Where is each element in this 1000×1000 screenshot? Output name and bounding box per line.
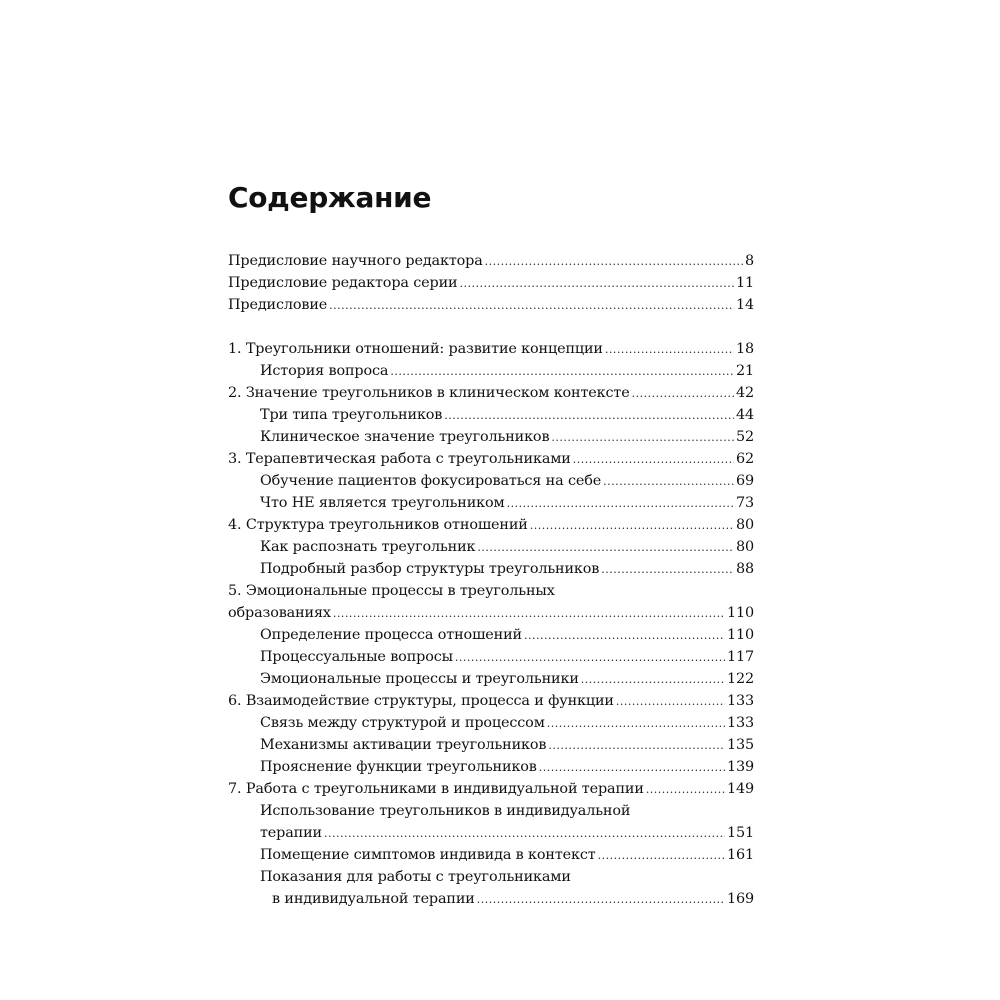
toc-section-entry[interactable] [228, 646, 754, 668]
toc-section-entry[interactable] [228, 866, 754, 910]
toc-page-number: 69 [735, 473, 754, 489]
toc-chapter-entry[interactable] [228, 690, 754, 712]
toc-entry-title: Механизмы активации треугольников [260, 737, 547, 753]
toc-entry-title: Предисловие [228, 297, 328, 313]
dot-leader [329, 295, 734, 317]
toc-chapter-entry[interactable] [228, 338, 754, 360]
toc-entry-title: Три типа треугольников [260, 407, 443, 423]
toc-entry-title: Прояснение функции треугольников [260, 759, 537, 775]
toc-page-number: 11 [735, 275, 754, 291]
toc-entry-title: Что НЕ является треугольником [260, 495, 505, 511]
toc-section-entry[interactable] [228, 492, 754, 514]
toc-entry[interactable] [228, 250, 754, 272]
toc-page-number: 73 [735, 495, 754, 511]
toc-entry-title: Как распознать треугольник [260, 539, 476, 555]
toc-page-number: 110 [726, 605, 754, 621]
toc-section-entry[interactable] [228, 558, 754, 580]
toc-entry-title-line1: Показания для работы с треугольниками [260, 869, 571, 885]
toc-page-number: 139 [726, 759, 754, 775]
toc-entry-title: Клиническое значение треугольников [260, 429, 550, 445]
toc-entry-title: 6. Взаимодействие структуры, процесса и функции [228, 693, 614, 709]
toc-entry-title: Связь между структурой и процессом [260, 715, 545, 731]
toc-section-entry[interactable] [228, 404, 754, 426]
dot-leader [646, 779, 725, 801]
toc-entry-title: Определение процесса отношений [260, 627, 522, 643]
toc-page-number: 117 [726, 649, 754, 665]
dot-leader [507, 493, 734, 515]
toc-chapter-entry[interactable] [228, 448, 754, 470]
dot-leader [333, 603, 725, 625]
toc-page-number: 62 [735, 451, 754, 467]
dot-leader [548, 735, 725, 757]
toc-section-entry[interactable] [228, 624, 754, 646]
toc-chapter-entry[interactable] [228, 580, 754, 624]
dot-leader [573, 449, 734, 471]
dot-leader [539, 757, 725, 779]
toc-section-entry[interactable] [228, 734, 754, 756]
toc-section-entry[interactable] [228, 536, 754, 558]
table-of-contents [228, 250, 754, 910]
toc-page-number: 21 [735, 363, 754, 379]
toc-entry-title: Эмоциональные процессы и треугольники [260, 671, 579, 687]
toc-page-number: 110 [726, 627, 754, 643]
toc-entry-title: Предисловие научного редактора [228, 253, 483, 269]
toc-section-entry[interactable] [228, 470, 754, 492]
toc-section-entry[interactable] [228, 756, 754, 778]
toc-entry-title: 2. Значение треугольников в клиническом контексте [228, 385, 630, 401]
toc-page-number: 169 [726, 891, 754, 907]
toc-entry-title: 1. Треугольники отношений: развитие концепции [228, 341, 603, 357]
toc-section-entry[interactable] [228, 844, 754, 866]
dot-leader [459, 273, 734, 295]
toc-entry-title-line2: образованиях [228, 605, 331, 621]
toc-section-entry[interactable] [228, 712, 754, 734]
dot-leader [547, 713, 725, 735]
dot-leader [530, 515, 734, 537]
toc-entry-title: История вопроса [260, 363, 389, 379]
toc-page-number: 8 [744, 253, 754, 269]
toc-page-number: 14 [735, 297, 754, 313]
page-title: Содержание [228, 181, 432, 214]
dot-leader [524, 625, 725, 647]
toc-chapters [228, 338, 754, 910]
toc-chapter-entry[interactable] [228, 382, 754, 404]
toc-section-entry[interactable] [228, 426, 754, 448]
dot-leader [603, 471, 734, 493]
toc-section-entry[interactable] [228, 360, 754, 382]
toc-page-number: 133 [726, 715, 754, 731]
toc-entry-title: 3. Терапевтическая работа с треугольниками [228, 451, 571, 467]
toc-entry-title: 4. Структура треугольников отношений [228, 517, 528, 533]
dot-leader [444, 405, 734, 427]
toc-page-number: 88 [735, 561, 754, 577]
toc-page-number: 133 [726, 693, 754, 709]
toc-section-entry[interactable] [228, 800, 754, 844]
toc-page-number: 18 [735, 341, 754, 357]
toc-entry-title: Помещение симптомов индивида в контекст [260, 847, 596, 863]
dot-leader [324, 823, 725, 845]
toc-entry-title-line2: в индивидуальной терапии [272, 891, 475, 907]
toc-page-number: 80 [735, 517, 754, 533]
toc-section-entry[interactable] [228, 668, 754, 690]
dot-leader [581, 669, 725, 691]
toc-page-number: 161 [726, 847, 754, 863]
dot-leader [616, 691, 725, 713]
dot-leader [632, 383, 734, 405]
dot-leader [605, 339, 734, 361]
toc-front-matter [228, 250, 754, 316]
toc-page-number: 44 [735, 407, 754, 423]
dot-leader [598, 845, 725, 867]
toc-page-number: 42 [735, 385, 754, 401]
toc-entry-title-line1: 5. Эмоциональные процессы в треугольных [228, 583, 555, 599]
toc-page-number: 135 [726, 737, 754, 753]
toc-entry-title-line2: терапии [260, 825, 322, 841]
dot-leader [485, 251, 743, 273]
dot-leader [477, 537, 734, 559]
dot-leader [390, 361, 734, 383]
toc-entry-title: Процессуальные вопросы [260, 649, 453, 665]
toc-entry-title-line1: Использование треугольников в индивидуальной [260, 803, 631, 819]
toc-entry-title: 7. Работа с треугольниками в индивидуальной терапии [228, 781, 644, 797]
toc-page-number: 122 [726, 671, 754, 687]
toc-chapter-entry[interactable] [228, 778, 754, 800]
toc-page-number: 149 [726, 781, 754, 797]
toc-chapter-entry[interactable] [228, 514, 754, 536]
toc-page-number: 80 [735, 539, 754, 555]
toc-page-number: 151 [726, 825, 754, 841]
toc-entry-title: Предисловие редактора серии [228, 275, 458, 291]
toc-entry[interactable] [228, 272, 754, 294]
dot-leader [551, 427, 734, 449]
toc-page-number: 52 [735, 429, 754, 445]
toc-entry-title: Обучение пациентов фокусироваться на себе [260, 473, 602, 489]
toc-entry[interactable] [228, 294, 754, 316]
dot-leader [601, 559, 734, 581]
toc-entry-title: Подробный разбор структуры треугольников [260, 561, 600, 577]
dot-leader [477, 889, 725, 911]
dot-leader [455, 647, 725, 669]
